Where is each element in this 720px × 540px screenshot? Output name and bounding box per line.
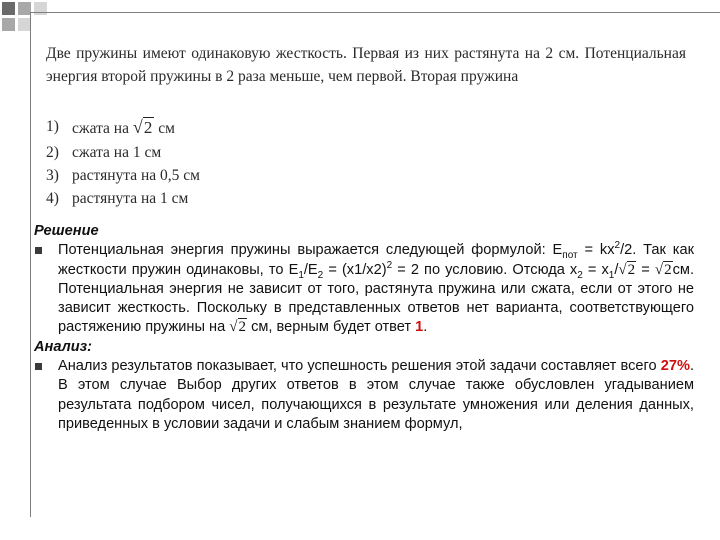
radicand: 2 xyxy=(143,118,153,137)
bullet-square-icon xyxy=(35,247,42,254)
subscript: 2 xyxy=(577,269,583,281)
text-run: / xyxy=(614,261,619,278)
side-rule xyxy=(30,12,31,517)
answer-unit: см xyxy=(158,120,175,137)
text-run: /E xyxy=(303,261,318,278)
subscript: 2 xyxy=(317,269,324,281)
bullet-square-icon xyxy=(35,363,42,370)
analysis-heading: Анализ: xyxy=(34,338,92,355)
superscript: 2 xyxy=(386,259,393,271)
radicand: 2 xyxy=(627,261,636,278)
subscript: 1 xyxy=(608,269,615,281)
superscript: 2 xyxy=(614,240,621,252)
problem-question: Две пружины имеют одинаковую жесткость. Первая из них растянута на 2 см. Потенциальная энергия второй пружины в 2 раза меньше, чем первой. Вторая пружина xyxy=(46,45,686,85)
text-run: /2. Так как жесткости пружин одинаковы, то E xyxy=(58,242,695,278)
answer-label: растянута на 1 см xyxy=(72,190,189,207)
radicand: 2 xyxy=(238,319,247,336)
answer-label: растянута на 0,5 см xyxy=(72,167,200,184)
text-run: . В этом случае Выбор других ответов в этом случае также обусловлен угадыванием результата подбором чисел, получающихся в результате умножения или деления данных, приведенных в условии задачи и слабым знанием формул, xyxy=(58,358,694,432)
answer-label: сжата на 1 см xyxy=(72,144,162,161)
corner-square xyxy=(34,2,47,15)
subscript: 1 xyxy=(298,269,304,281)
radical-sign: √ xyxy=(132,117,143,137)
correct-answer: 1 xyxy=(415,319,424,336)
text-run: = kx xyxy=(577,242,615,259)
solution-heading: Решение xyxy=(34,223,99,239)
answer-label: сжата на xyxy=(72,120,129,137)
text-run: см. Потенциальная энергия не зависит от того, растянута пружина или сжата, если от этого не зависит жесткость. Поскольку в представленных ответов нет варианта, соответствующего растяжению пружины на xyxy=(58,261,694,336)
sqrt-expression xyxy=(133,118,155,138)
text-run: = x xyxy=(582,261,609,278)
header-rule xyxy=(30,12,720,13)
answer-text-1 xyxy=(72,118,175,138)
sqrt-expression: √2 xyxy=(229,319,247,336)
answer-number: 2) xyxy=(46,144,59,161)
text-run: = 2 по условию. Отсюда x xyxy=(392,261,578,278)
corner-square xyxy=(2,18,15,31)
text-run: = (x1/x2) xyxy=(323,261,387,278)
answer-number: 4) xyxy=(46,190,59,207)
analysis-paragraph xyxy=(34,357,694,434)
corner-square xyxy=(2,2,15,15)
slide-corner-decoration xyxy=(0,0,720,40)
success-percent: 27% xyxy=(660,358,690,375)
problem-statement xyxy=(46,42,686,88)
answer-number: 3) xyxy=(46,167,59,184)
answer-number: 1) xyxy=(46,118,59,135)
subscript: пот xyxy=(562,250,578,262)
radicand: 2 xyxy=(664,261,672,278)
text-run: Потенциальная энергия пружины выражается следующей формулой: E xyxy=(58,242,563,259)
solution-paragraph xyxy=(34,241,694,337)
text-run: см, верным будет ответ xyxy=(247,319,416,336)
text-run: Анализ результатов показывает, что успешность решения этой задачи составляет всего xyxy=(58,358,661,375)
sqrt-expression: √2 xyxy=(618,261,636,278)
solution-block xyxy=(34,222,694,434)
sqrt-expression: √2 xyxy=(654,261,672,278)
text-run: = xyxy=(636,261,655,278)
text-run: . xyxy=(423,319,428,336)
